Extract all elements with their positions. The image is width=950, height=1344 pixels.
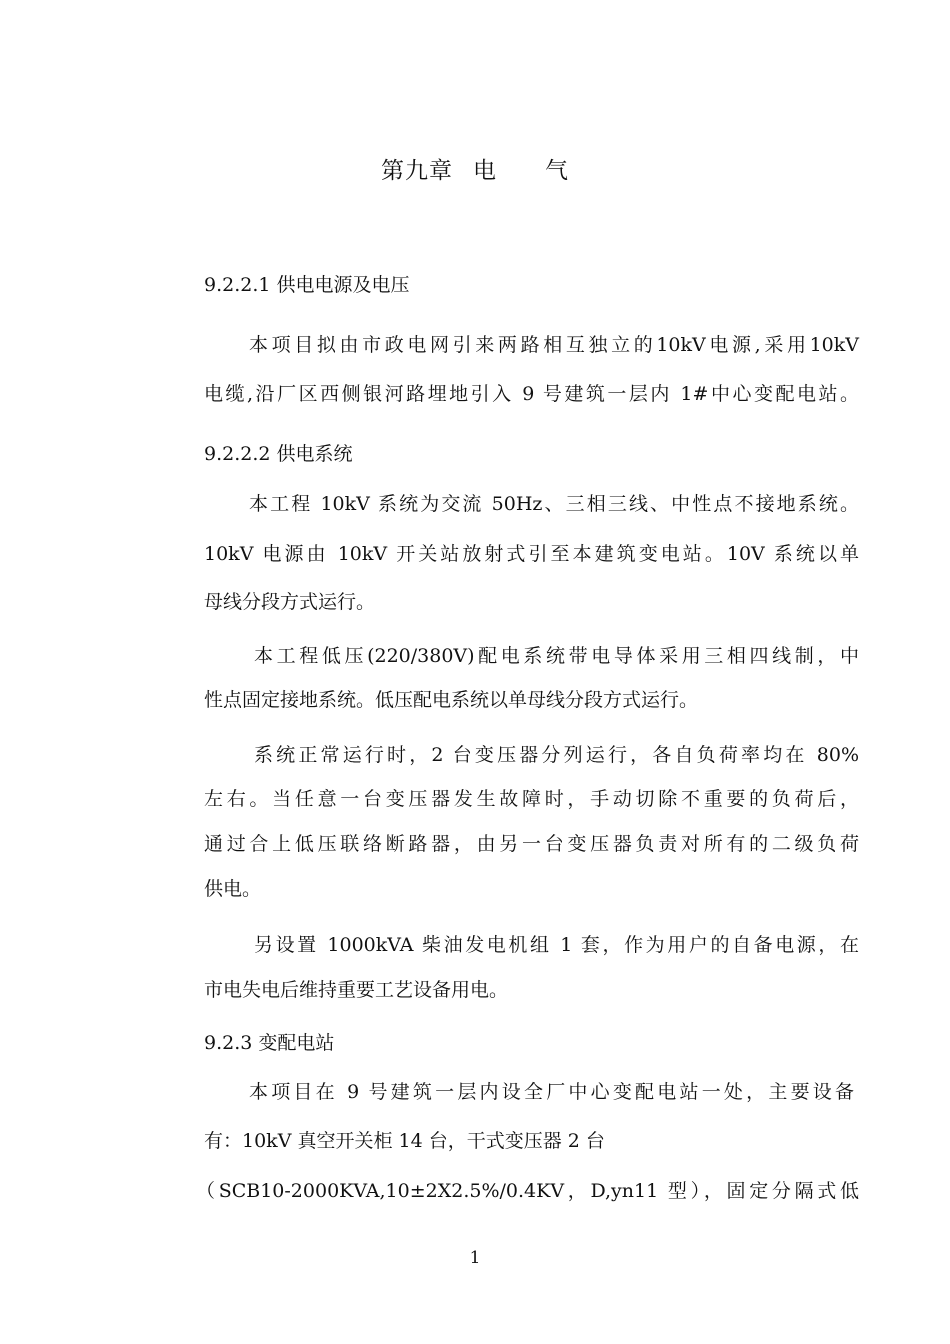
chapter-word-2: 气 [545, 158, 569, 184]
paragraph-line: 左右。当任意一台变压器发生故障时，手动切除不重要的负荷后， [204, 788, 859, 810]
paragraph-line: 本项目在 9 号建筑一层内设全厂中心变配电站一处，主要设备 [249, 1081, 854, 1103]
paragraph-line: 电缆,沿厂区西侧银河路埋地引入 9 号建筑一层内 1#中心变配电站。 [204, 383, 859, 405]
paragraph-line: 10kV 电源由 10kV 开关站放射式引至本建筑变电站。10V 系统以单 [204, 543, 859, 565]
chapter-word-1: 电 [473, 158, 497, 184]
chapter-number: 第九章 [381, 158, 453, 184]
paragraph-line: （SCB10-2000KVA,10±2X2.5%/0.4KV，D,yn11 型），固定分隔式低 [196, 1180, 859, 1202]
paragraph-line: 本工程 10kV 系统为交流 50Hz、三相三线、中性点不接地系统。 [249, 493, 859, 515]
paragraph-line: 有：10kV 真空开关柜 14 台，干式变压器 2 台 [204, 1130, 605, 1152]
paragraph-line: 母线分段方式运行。 [204, 591, 376, 613]
paragraph-line: 通过合上低压联络断路器，由另一台变压器负责对所有的二级负荷 [204, 833, 859, 855]
paragraph-line: 市电失电后维持重要工艺设备用电。 [204, 979, 509, 1001]
paragraph-line: 系统正常运行时，2 台变压器分列运行，各自负荷率均在 80% [254, 744, 859, 766]
section-heading-9-2-2-1: 9.2.2.1 供电电源及电压 [204, 274, 410, 296]
paragraph-line: 供电。 [204, 878, 262, 900]
paragraph-line: 另设置 1000kVA 柴油发电机组 1 套，作为用户的自备电源，在 [254, 934, 859, 956]
paragraph-line: 本工程低压(220/380V)配电系统带电导体采用三相四线制，中 [254, 645, 859, 667]
page-number: 1 [469, 1248, 481, 1268]
paragraph-line: 本项目拟由市政电网引来两路相互独立的10kV电源,采用10kV [249, 334, 859, 356]
chapter-title [0, 152, 950, 185]
section-heading-9-2-2-2: 9.2.2.2 供电系统 [204, 443, 353, 465]
paragraph-line: 性点固定接地系统。低压配电系统以单母线分段方式运行。 [204, 689, 699, 711]
section-heading-9-2-3: 9.2.3 变配电站 [204, 1032, 335, 1054]
